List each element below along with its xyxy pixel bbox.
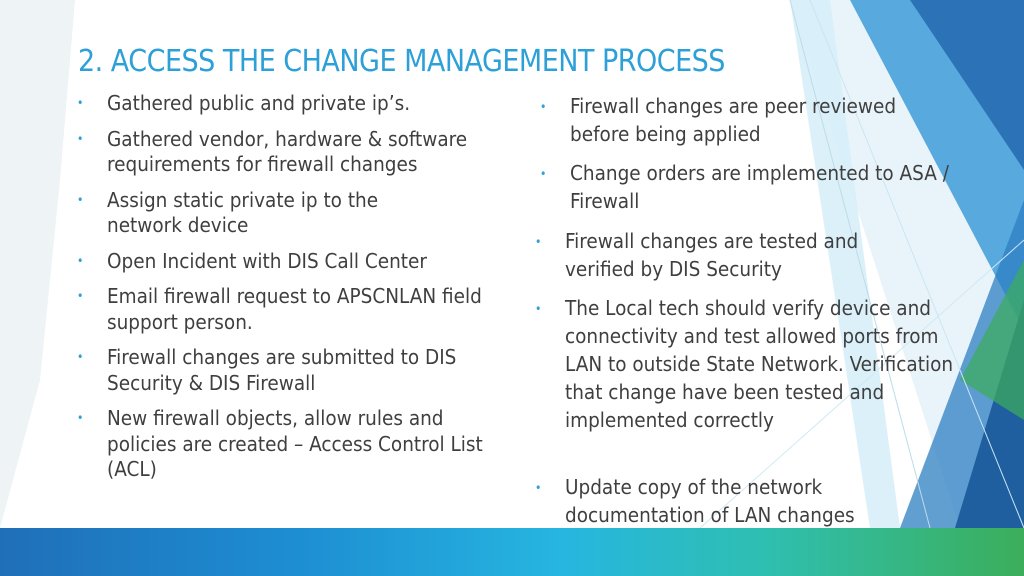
list-item-text: Assign static private ip to the network device bbox=[107, 187, 379, 237]
list-item bbox=[535, 473, 925, 529]
list-item-text: Gathered vendor, hardware & software requirements for firewall changes bbox=[107, 126, 468, 176]
list-item-text: Gathered public and private ip’s. bbox=[107, 91, 411, 115]
list-item-text: Firewall changes are tested and verified by DIS Security bbox=[565, 229, 859, 281]
list-item-text: Firewall changes are submitted to DIS Security & DIS Firewall bbox=[107, 345, 457, 395]
list-item-text: Change orders are implemented to ASA / Firewall bbox=[570, 161, 949, 213]
list-item bbox=[77, 126, 487, 178]
bullet-icon: • bbox=[77, 253, 84, 268]
list-item bbox=[77, 345, 487, 396]
bottom-gradient-bar bbox=[0, 528, 1024, 576]
bullet-icon: • bbox=[77, 192, 84, 207]
bullet-icon: • bbox=[535, 302, 542, 316]
list-item bbox=[77, 284, 507, 335]
list-item bbox=[540, 92, 955, 148]
left-bullet-list bbox=[77, 91, 517, 483]
list-item-text: New firewall objects, allow rules and policies are created – Access Control List (ACL) bbox=[107, 406, 483, 481]
list-item bbox=[535, 294, 955, 434]
bullet-icon: • bbox=[77, 131, 84, 146]
bullet-icon: • bbox=[540, 100, 547, 114]
bullet-icon: • bbox=[540, 167, 547, 181]
bullet-icon: • bbox=[535, 235, 542, 249]
list-item bbox=[540, 159, 955, 215]
list-item-text: Update copy of the network documentation of LAN changes bbox=[565, 475, 855, 527]
list-item-text: The Local tech should verify device and connectivity and test allowed ports from LAN to outside State Network. Verification that change have been tested and implemented correctly bbox=[565, 296, 954, 432]
list-item-text: Email firewall request to APSCNLAN field support person. bbox=[107, 284, 482, 334]
bullet-icon: • bbox=[77, 350, 84, 364]
bullet-icon: • bbox=[77, 96, 84, 110]
list-item bbox=[77, 248, 517, 275]
list-item bbox=[77, 91, 517, 117]
list-item bbox=[77, 406, 507, 483]
list-item-text: Open Incident with DIS Call Center bbox=[107, 248, 427, 273]
list-item-text: Firewall changes are peer reviewed before being applied bbox=[570, 94, 897, 146]
slide-title: 2. ACCESS THE CHANGE MANAGEMENT PROCESS bbox=[78, 44, 725, 79]
list-item bbox=[535, 227, 925, 283]
bullet-icon: • bbox=[77, 411, 84, 425]
list-item bbox=[77, 187, 437, 239]
bullet-icon: • bbox=[535, 481, 542, 495]
bullet-icon: • bbox=[77, 289, 84, 303]
